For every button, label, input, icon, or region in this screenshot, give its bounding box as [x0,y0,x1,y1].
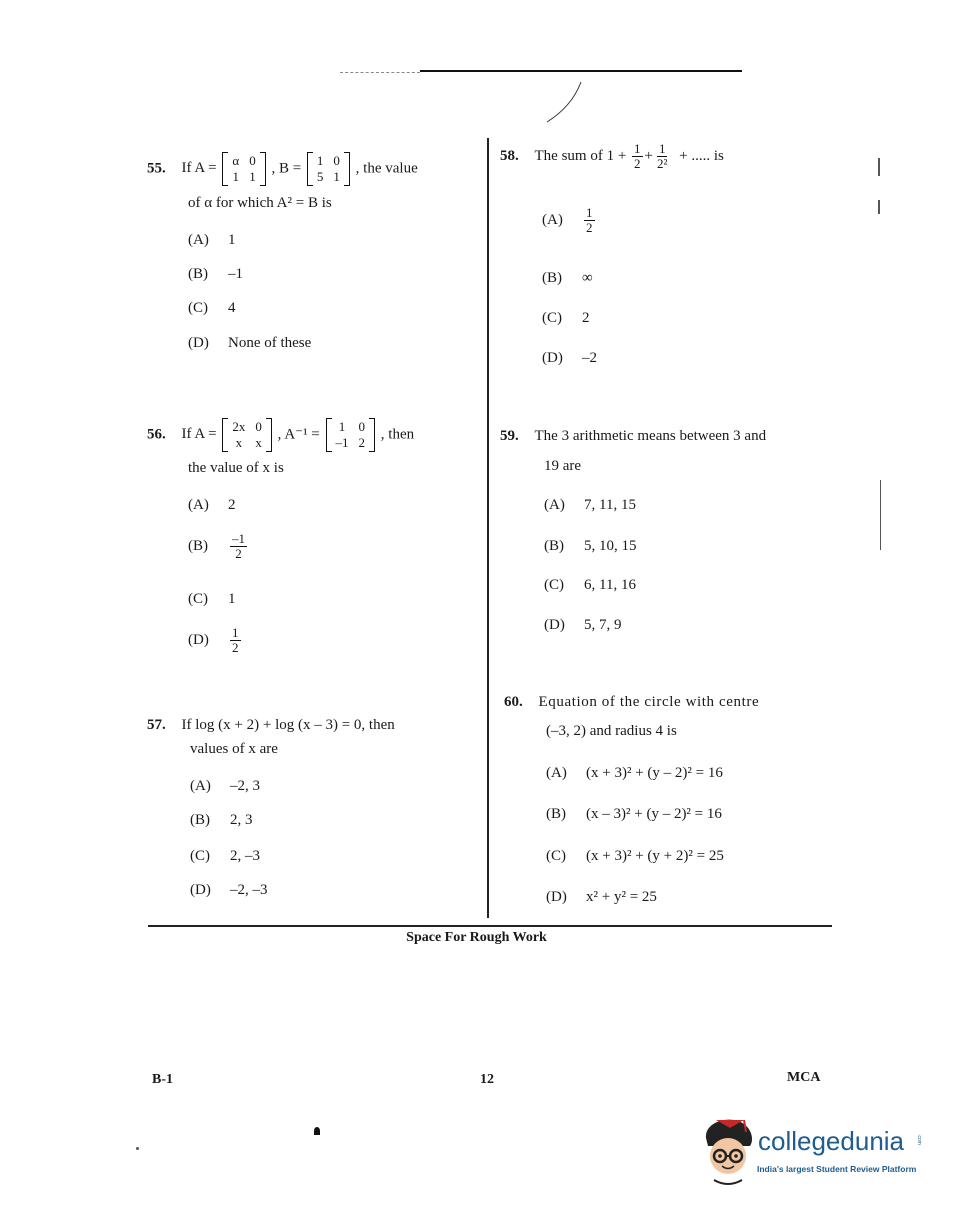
option-label: (D) [190,882,211,898]
option-d[interactable] [544,617,622,634]
option-text: (x – 3)² + (y – 2)² = 16 [586,806,722,822]
option-label: (B) [544,538,564,554]
pencil-mark [545,80,585,125]
option-text: None of these [228,335,312,351]
question-56 [147,418,414,452]
option-text: 2, –3 [230,848,260,864]
question-57 [147,717,395,734]
option-c[interactable] [544,577,636,594]
option-c[interactable] [542,310,590,327]
question-number: 59. [500,428,519,444]
option-text: (x + 3)² + (y – 2)² = 16 [586,765,723,781]
scan-speck [878,158,880,176]
option-label: (C) [188,300,208,316]
question-number: 55. [147,160,166,177]
question-text: , B = [271,160,302,177]
option-d[interactable] [546,889,657,906]
option-label: (C) [188,591,208,607]
fraction-denominator: 2 [586,220,593,235]
fraction-denominator: 2 [634,156,641,171]
matrix-cell: 0 [249,153,256,168]
fraction [632,142,643,171]
scan-speck [136,1147,139,1150]
fraction-numerator: –1 [232,531,245,546]
option-d[interactable] [190,882,268,899]
matrix-cell: 2 [358,435,366,450]
question-text: the value of x is [188,460,284,476]
matrix-b [307,152,350,186]
question-number: 56. [147,426,166,443]
option-label: (D) [542,350,563,366]
option-a[interactable] [546,765,723,782]
option-text: 2 [582,310,590,326]
matrix-cell: 0 [255,419,262,434]
question-text: , the value [355,160,418,177]
option-a[interactable] [542,206,597,235]
fraction-numerator: 1 [586,205,593,220]
option-text: x² + y² = 25 [586,889,657,905]
matrix-cell: 1 [232,169,240,184]
question-text: 19 are [544,458,582,474]
option-b[interactable] [544,538,637,555]
question-text: If A = [181,160,217,177]
option-label: (B) [188,266,208,282]
option-b[interactable] [188,266,243,283]
matrix-cell: 1 [333,169,340,184]
option-label: (A) [542,212,563,228]
fraction-denominator: 2 [232,640,239,655]
matrix-cell: 1 [316,153,324,168]
question-text: If log (x + 2) + log (x – 3) = 0, then [181,717,395,733]
option-c[interactable] [188,591,236,608]
logo-tagline: India's largest Student Review Platform [757,1164,917,1174]
question-60 [504,694,759,711]
option-text: 4 [228,300,236,316]
option-b[interactable] [546,806,722,823]
fraction-denominator: 2 [235,546,242,561]
matrix-cell: x [255,435,262,450]
bottom-rule [148,925,832,927]
question-text: of α for which A² = B is [188,195,332,211]
logo-wordmark: collegedunia [758,1126,905,1156]
option-label: (B) [190,812,210,828]
matrix-cell: 1 [249,169,256,184]
option-a[interactable] [544,497,636,514]
option-text: –2, 3 [230,778,260,794]
collegedunia-logo[interactable] [700,1112,930,1192]
logo-suffix: .com [916,1134,922,1145]
option-b[interactable] [190,812,253,829]
option-text: 2, 3 [230,812,253,828]
question-text: , A⁻¹ = [277,426,320,443]
question-number: 60. [504,694,523,710]
option-text: (x + 3)² + (y + 2)² = 25 [586,848,724,864]
question-55 [147,152,418,186]
option-b[interactable] [188,532,249,561]
question-text: If A = [181,426,217,443]
scan-speck [880,480,881,550]
fraction-numerator: 1 [232,625,239,640]
option-label: (C) [544,577,564,593]
fraction [584,206,595,235]
question-text: The sum of 1 + [534,148,627,164]
option-text: 1 [228,591,236,607]
matrix-cell: x [235,435,243,450]
fraction-numerator: 1 [634,141,641,156]
option-label: (D) [188,335,209,351]
question-text: values of x are [190,741,278,757]
option-label: (A) [546,765,567,781]
question-number: 57. [147,717,166,733]
matrix-cell: 0 [358,419,366,434]
option-label: (C) [190,848,210,864]
option-text: –1 [228,266,243,282]
option-label: (D) [188,632,209,648]
option-label: (D) [546,889,567,905]
option-label: (A) [190,778,211,794]
question-text: , then [380,426,415,443]
matrix-cell: –1 [335,435,349,450]
option-label: (D) [544,617,565,633]
plus-sign: + [644,148,653,164]
option-c[interactable] [190,848,260,865]
footer-code: B-1 [152,1072,173,1087]
question-58 [500,142,724,171]
matrix-cell: 1 [338,419,346,434]
question-text: The 3 arithmetic means between 3 and [534,428,767,444]
top-rule [420,70,742,72]
student-mascot-icon [700,1116,758,1188]
question-59 [500,428,766,445]
option-label: (B) [188,538,208,554]
scan-speck [314,1127,320,1135]
matrix-cell: 2x [232,419,246,434]
matrix-cell: 5 [316,169,324,184]
option-label: (B) [542,270,562,286]
page-number: 12 [480,1072,494,1087]
fraction [655,142,669,171]
option-text: 6, 11, 16 [584,577,636,593]
question-number: 58. [500,148,519,164]
option-a[interactable] [188,232,236,249]
option-text: 5, 10, 15 [584,538,637,554]
option-label: (A) [188,232,209,248]
question-text: + ..... is [679,148,724,164]
matrix-cell: α [232,153,240,168]
option-text: 2 [228,497,236,513]
fraction [230,626,241,655]
option-c[interactable] [188,300,236,317]
option-d[interactable] [542,350,597,367]
option-text: –2, –3 [230,882,268,898]
footer-subject: MCA [787,1070,821,1085]
option-text: ∞ [582,270,593,286]
option-a[interactable] [188,497,236,514]
rough-work-label: Space For Rough Work [406,930,547,945]
matrix-a [222,418,272,452]
option-a[interactable] [190,778,260,795]
matrix-a [222,152,265,186]
matrix-cell: 0 [333,153,340,168]
option-d[interactable] [188,626,243,655]
option-b[interactable] [542,270,593,287]
fraction-numerator: 1 [658,141,666,156]
question-text: Equation of the circle with centre [538,694,760,710]
scan-dash [340,72,420,73]
question-text: (–3, 2) and radius 4 is [546,723,677,739]
option-text: –2 [582,350,597,366]
option-text: 5, 7, 9 [584,617,622,633]
option-label: (C) [546,848,566,864]
option-c[interactable] [546,848,724,865]
option-label: (A) [544,497,565,513]
column-divider [487,138,489,918]
scan-speck [878,200,880,214]
option-label: (A) [188,497,209,513]
option-text: 7, 11, 15 [584,497,636,513]
fraction [230,532,247,561]
option-text: 1 [228,232,236,248]
option-label: (C) [542,310,562,326]
option-d[interactable] [188,335,311,352]
option-label: (B) [546,806,566,822]
matrix-b [326,418,376,452]
fraction-denominator: 2² [657,156,668,171]
